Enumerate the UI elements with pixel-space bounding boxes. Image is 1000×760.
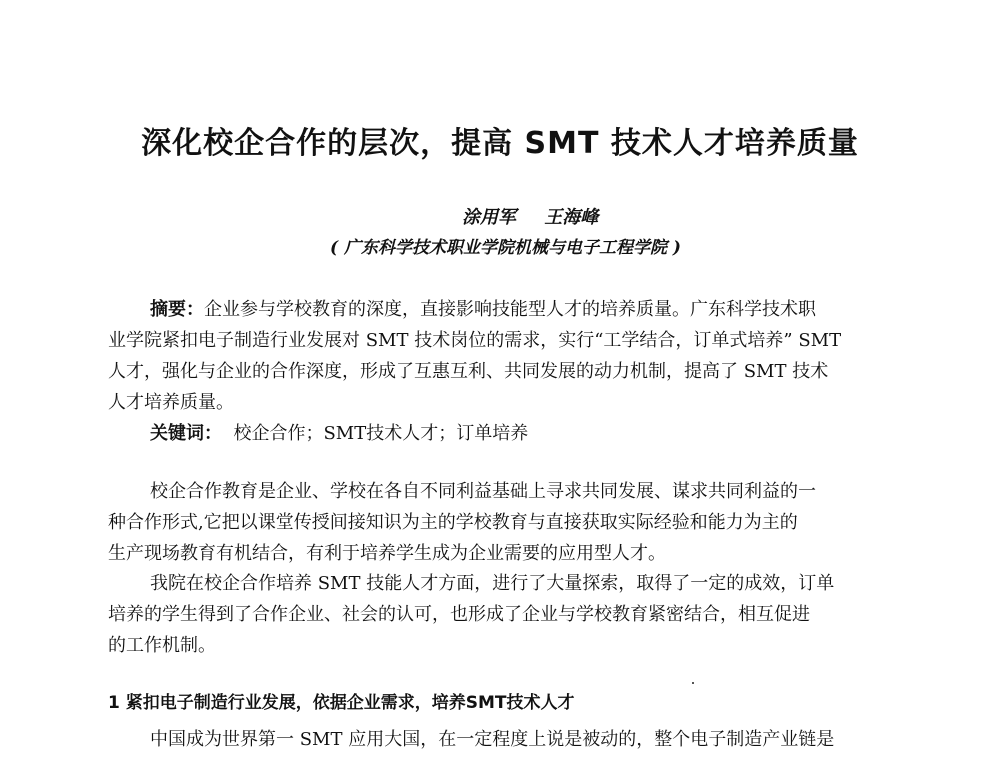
abstract-line: 人才，强化与企业的合作深度，形成了互惠互利、共同发展的动力机制，提高了 SMT 技术 — [108, 361, 829, 382]
body-paragraph-1 — [108, 476, 908, 569]
scan-speck — [692, 682, 694, 684]
keywords-text: 校企合作；SMT技术人才；订单培养 — [233, 423, 529, 444]
keywords — [108, 418, 908, 449]
paragraph-line: 培养的学生得到了合作企业、社会的认可，也形成了企业与学校教育紧密结合，相互促进 — [108, 604, 810, 625]
paragraph-line: 的工作机制。 — [108, 635, 216, 656]
keywords-line — [108, 418, 908, 449]
paragraph-line: 种合作形式,它把以课堂传授间接知识为主的学校教育与直接获取实际经验和能力为主的 — [108, 512, 798, 533]
abstract-text: 企业参与学校教育的深度，直接影响技能型人才的培养质量。广东科学技术职 — [204, 299, 816, 320]
abstract-line: 业学院紧扣电子制造行业发展对 SMT 技术岗位的需求，实行“工学结合，订单式培养” SMT — [108, 330, 842, 351]
keywords-label: 关键词： — [150, 423, 222, 444]
abstract-line — [108, 294, 908, 325]
author-affiliation: ( 广东科学技术职业学院机械与电子工程学院 ) — [330, 238, 681, 258]
abstract — [108, 294, 908, 418]
abstract-line: 人才培养质量。 — [108, 392, 234, 413]
author-name: 王海峰 — [544, 207, 599, 228]
paragraph-line: 生产现场教育有机结合，有利于培养学生成为企业需要的应用型人才。 — [108, 543, 666, 564]
author-list — [462, 206, 598, 230]
body-paragraph-2 — [108, 568, 908, 661]
paragraph-line: 中国成为世界第一 SMT 应用大国，在一定程度上说是被动的，整个电子制造产业链是 — [150, 729, 835, 750]
paper-title: 深化校企合作的层次，提高 SMT 技术人才培养质量 — [141, 126, 859, 161]
section-heading: 1 紧扣电子制造行业发展，依据企业需求，培养SMT技术人才 — [108, 693, 575, 713]
paragraph-line: 校企合作教育是企业、学校在各自不同利益基础上寻求共同发展、谋求共同利益的一 — [150, 481, 816, 502]
section-1-paragraph — [108, 724, 908, 755]
paragraph-line: 我院在校企合作培养 SMT 技能人才方面，进行了大量探索，取得了一定的成效，订单 — [150, 573, 835, 594]
abstract-label: 摘要： — [150, 299, 204, 320]
author-name: 涂用军 — [462, 207, 516, 228]
